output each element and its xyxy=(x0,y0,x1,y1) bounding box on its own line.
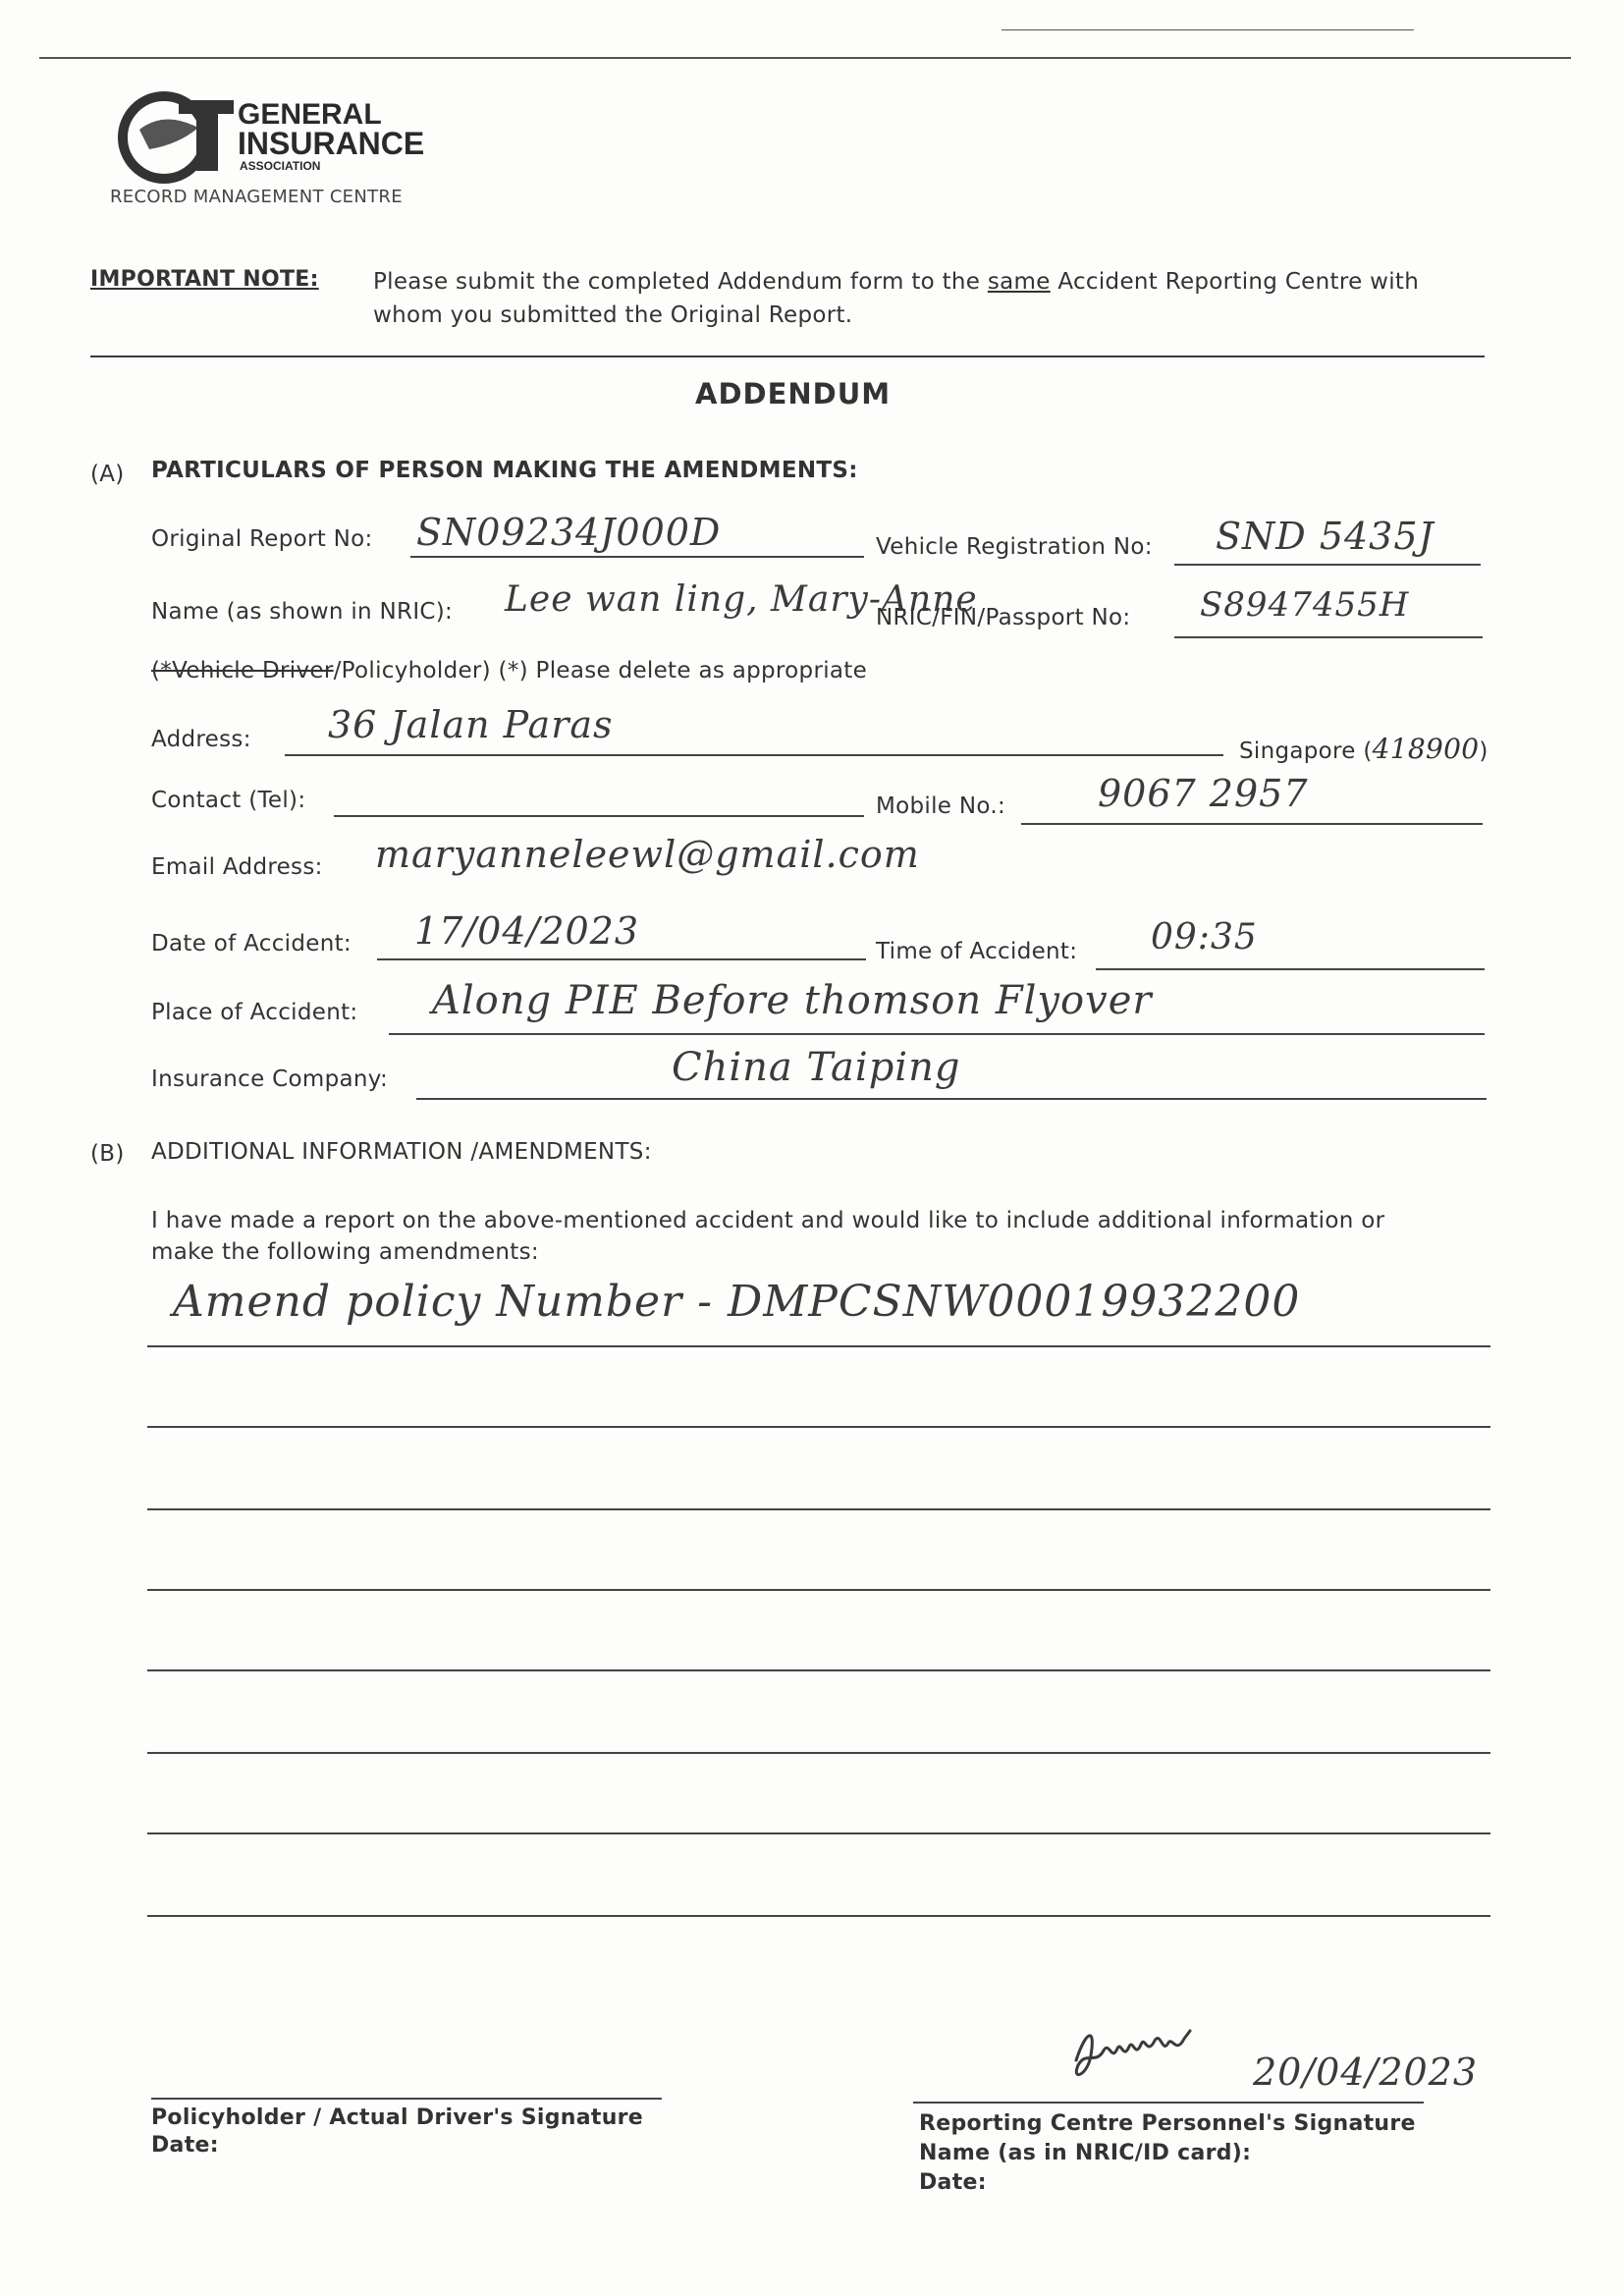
org-name-insurance: INSURANCE xyxy=(238,126,425,161)
note-divider xyxy=(90,355,1485,357)
amendment-line-4[interactable] xyxy=(147,1589,1490,1591)
email-label: Email Address: xyxy=(151,854,323,880)
amendment-line1-value[interactable]: Amend policy Number - DMPCSNW00019932200 xyxy=(173,1277,1301,1327)
personnel-date-value[interactable]: 20/04/2023 xyxy=(1253,2050,1479,2094)
insurance-company-line xyxy=(416,1098,1487,1100)
singapore-close: ) xyxy=(1479,738,1489,764)
insurance-company-label: Insurance Company: xyxy=(151,1066,389,1092)
vehicle-reg-value[interactable]: SND 5435J xyxy=(1216,515,1435,558)
policyholder-signature-label: Policyholder / Actual Driver's Signature xyxy=(151,2105,644,2130)
nric-value[interactable]: S8947455H xyxy=(1200,585,1410,625)
date-of-accident-value[interactable]: 17/04/2023 xyxy=(414,909,640,953)
amendment-line-2[interactable] xyxy=(147,1426,1490,1428)
important-note-text-line2: whom you submitted the Original Report. xyxy=(373,302,853,328)
address-line xyxy=(285,754,1223,756)
amendment-line-6[interactable] xyxy=(147,1752,1490,1754)
time-of-accident-value[interactable]: 09:35 xyxy=(1151,917,1258,957)
personnel-name-label: Name (as in NRIC/ID card): xyxy=(919,2141,1252,2165)
form-title: ADDENDUM xyxy=(695,377,892,410)
note-text-same: same xyxy=(987,269,1051,295)
note-text-pre: Please submit the completed Addendum form to the xyxy=(373,269,988,295)
policyholder-signature-line[interactable] xyxy=(151,2098,662,2100)
vehicle-reg-line xyxy=(1174,564,1481,566)
address-label: Address: xyxy=(151,727,251,752)
contact-line[interactable] xyxy=(334,815,864,817)
singapore-field xyxy=(1239,733,1489,765)
singapore-label: Singapore ( xyxy=(1239,738,1373,764)
name-label: Name (as shown in NRIC): xyxy=(151,599,454,625)
time-of-accident-label: Time of Accident: xyxy=(876,939,1078,964)
section-b-heading: ADDITIONAL INFORMATION /AMENDMENTS: xyxy=(151,1139,652,1165)
section-b-intro-line2: make the following amendments: xyxy=(151,1239,539,1265)
top-edge-line-upper xyxy=(1001,29,1414,30)
policyholder-date-label: Date: xyxy=(151,2133,219,2158)
name-value[interactable]: Lee wan ling, Mary-Anne xyxy=(505,579,978,620)
amendment-line-7[interactable] xyxy=(147,1832,1490,1834)
insurance-company-value[interactable]: China Taiping xyxy=(672,1045,961,1090)
section-b-marker: (B) xyxy=(90,1141,125,1167)
place-of-accident-value[interactable]: Along PIE Before thomson Flyover xyxy=(432,978,1153,1023)
personnel-signature-line[interactable] xyxy=(913,2102,1424,2104)
contact-label: Contact (Tel): xyxy=(151,788,306,813)
report-no-value[interactable]: SN09234J000D xyxy=(416,511,722,554)
date-of-accident-line xyxy=(377,958,866,960)
place-of-accident-label: Place of Accident: xyxy=(151,1000,358,1025)
nric-label: NRIC/FIN/Passport No: xyxy=(876,605,1131,630)
report-no-label: Original Report No: xyxy=(151,526,373,552)
important-note-text-line1 xyxy=(373,269,1419,295)
gia-logo xyxy=(110,90,238,185)
personnel-date-label: Date: xyxy=(919,2170,987,2195)
org-name-general: GENERAL xyxy=(238,98,382,131)
report-no-line xyxy=(410,556,864,558)
address-value[interactable]: 36 Jalan Paras xyxy=(328,703,614,746)
personnel-signature xyxy=(1066,2021,1233,2090)
vehicle-reg-label: Vehicle Registration No: xyxy=(876,534,1153,560)
top-edge-line xyxy=(39,57,1571,59)
email-value[interactable]: maryanneleewl@gmail.com xyxy=(375,833,920,876)
role-struck: (*Vehicle Driver xyxy=(151,658,334,683)
amendment-line-8[interactable] xyxy=(147,1915,1490,1917)
personnel-signature-label: Reporting Centre Personnel's Signature xyxy=(919,2111,1416,2136)
amendment-line-1[interactable] xyxy=(147,1345,1490,1347)
section-b-intro-line1: I have made a report on the above-mentioned accident and would like to include additional information or xyxy=(151,1208,1385,1233)
time-of-accident-line xyxy=(1096,968,1485,970)
amendment-line-5[interactable] xyxy=(147,1669,1490,1671)
section-a-marker: (A) xyxy=(90,462,125,487)
record-management-centre: RECORD MANAGEMENT CENTRE xyxy=(110,187,403,207)
section-a-heading: PARTICULARS OF PERSON MAKING THE AMENDMENTS: xyxy=(151,458,858,483)
date-of-accident-label: Date of Accident: xyxy=(151,931,352,957)
nric-line xyxy=(1174,636,1483,638)
place-of-accident-line xyxy=(389,1033,1485,1035)
amendment-line-3[interactable] xyxy=(147,1508,1490,1510)
mobile-value[interactable]: 9067 2957 xyxy=(1098,772,1309,815)
mobile-label: Mobile No.: xyxy=(876,793,1005,819)
important-note-label: IMPORTANT NOTE: xyxy=(90,267,319,292)
role-rest: /Policyholder) (*) Please delete as appropriate xyxy=(333,658,868,683)
role-line xyxy=(151,658,867,683)
note-text-post: Accident Reporting Centre with xyxy=(1050,269,1420,295)
postal-value[interactable]: 418900 xyxy=(1372,733,1480,765)
org-name-association: ASSOCIATION xyxy=(240,159,321,173)
mobile-line xyxy=(1021,823,1483,825)
